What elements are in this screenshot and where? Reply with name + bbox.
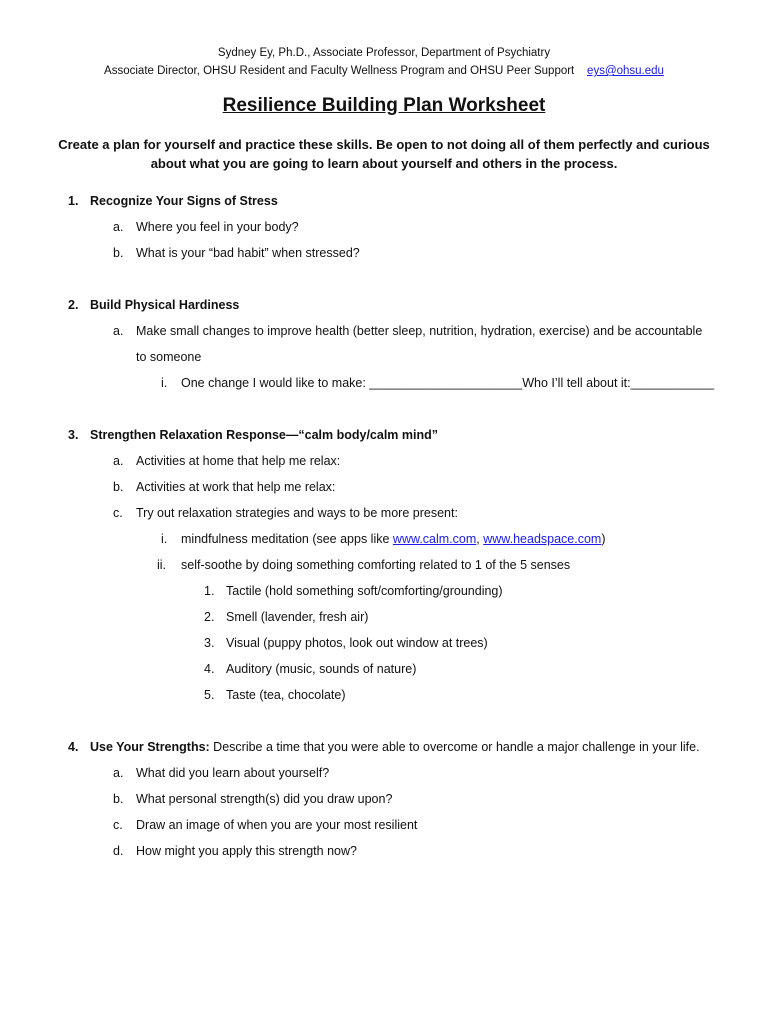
s3-item-a: Activities at home that help me relax: <box>136 454 341 468</box>
sense-tactile: Tactile (hold something soft/comforting/grounding) <box>226 584 503 598</box>
section-2-number: 2. <box>68 298 79 312</box>
section-2-title: Build Physical Hardiness <box>90 298 240 312</box>
list-marker: 2. <box>204 610 215 624</box>
list-marker: c. <box>113 506 123 520</box>
section-4-number: 4. <box>68 740 79 754</box>
section-3-title: Strengthen Relaxation Response—“calm body/calm mind” <box>90 428 438 442</box>
s1-item-b: What is your “bad habit” when stressed? <box>136 246 360 260</box>
section-4-title: Use Your Strengths: <box>90 740 210 754</box>
section-3-number: 3. <box>68 428 79 442</box>
closing-paren: ) <box>601 532 606 546</box>
list-marker: i. <box>161 532 168 546</box>
s3-item-i-text: mindfulness meditation (see apps like <box>181 532 393 546</box>
list-marker: c. <box>113 818 123 832</box>
s4-item-a: What did you learn about yourself? <box>136 766 330 780</box>
affiliation-text: Associate Director, OHSU Resident and Faculty Wellness Program and OHSU Peer Support <box>104 65 575 77</box>
list-marker: 4. <box>204 662 215 676</box>
sense-auditory: Auditory (music, sounds of nature) <box>226 662 417 676</box>
list-marker: b. <box>113 480 124 494</box>
sense-taste: Taste (tea, chocolate) <box>226 688 346 702</box>
s1-item-a: Where you feel in your body? <box>136 220 299 234</box>
section-1-number: 1. <box>68 194 79 208</box>
list-marker: 5. <box>204 688 215 702</box>
s2-item-a-line-2: to someone <box>136 350 202 364</box>
page-title: Resilience Building Plan Worksheet <box>222 95 546 116</box>
s4-item-d: How might you apply this strength now? <box>136 844 357 858</box>
email-link[interactable]: eys@ohsu.edu <box>587 65 664 77</box>
list-marker: 1. <box>204 584 215 598</box>
list-marker: a. <box>113 220 124 234</box>
s3-item-i <box>181 531 606 547</box>
s3-item-b: Activities at work that help me relax: <box>136 480 336 494</box>
list-marker: 3. <box>204 636 215 650</box>
section-4-heading <box>90 739 700 755</box>
s4-item-c: Draw an image of when you are your most resilient <box>136 818 418 832</box>
s2-item-i-fill-in: One change I would like to make: ______________________Who I’ll tell about it:____________ <box>181 376 715 390</box>
list-marker: b. <box>113 246 124 260</box>
section-1-title: Recognize Your Signs of Stress <box>90 194 278 208</box>
list-marker: a. <box>113 324 124 338</box>
list-marker: a. <box>113 454 124 468</box>
s4-item-b: What personal strength(s) did you draw upon? <box>136 792 393 806</box>
sense-smell: Smell (lavender, fresh air) <box>226 610 369 624</box>
section-4-description: Describe a time that you were able to overcome or handle a major challenge in your life. <box>209 740 700 754</box>
link-separator: , <box>476 532 484 546</box>
intro-line-2: about what you are going to learn about yourself and others in the process. <box>150 156 618 171</box>
affiliation-line <box>0 63 768 79</box>
calm-link[interactable]: www.calm.com <box>392 532 477 546</box>
s2-item-a-line-1: Make small changes to improve health (better sleep, nutrition, hydration, exercise) and be accountable <box>136 324 703 338</box>
list-marker: d. <box>113 844 124 858</box>
s3-item-ii: self-soothe by doing something comforting related to 1 of the 5 senses <box>181 558 571 572</box>
intro-line-1: Create a plan for yourself and practice these skills. Be open to not doing all of them perfectly and curious <box>58 137 710 152</box>
list-marker: b. <box>113 792 124 806</box>
s3-item-c: Try out relaxation strategies and ways to be more present: <box>136 506 458 520</box>
list-marker: a. <box>113 766 124 780</box>
headspace-link[interactable]: www.headspace.com <box>483 532 602 546</box>
sense-visual: Visual (puppy photos, look out window at trees) <box>226 636 488 650</box>
list-marker: i. <box>161 376 168 390</box>
author-line: Sydney Ey, Ph.D., Associate Professor, Department of Psychiatry <box>217 47 551 59</box>
list-marker: ii. <box>157 558 167 572</box>
